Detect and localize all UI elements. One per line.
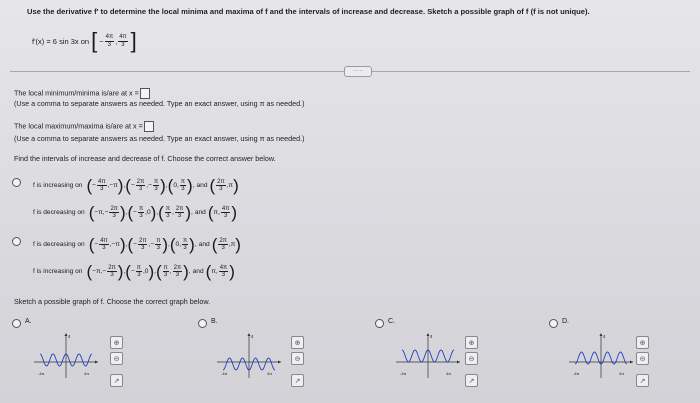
choice-1-line-2 [33, 204, 237, 221]
x-left-label: -4π [221, 371, 228, 376]
frac-den: 3 [141, 245, 145, 251]
frac-num: π [136, 264, 141, 271]
x-right-label: 4π [267, 371, 272, 376]
paren: ( [209, 176, 216, 195]
comma: , [194, 241, 197, 248]
choice-1-radio[interactable] [12, 178, 21, 187]
paren: ) [229, 262, 235, 281]
paren: ) [148, 262, 155, 281]
frac-num: π [156, 237, 161, 244]
comma: , [109, 241, 112, 248]
comma: , [146, 182, 149, 189]
frac-den: 3 [137, 272, 141, 278]
comma: , [218, 209, 220, 216]
paren: ( [205, 262, 212, 281]
x-left-label: -4π [400, 371, 407, 376]
graph-a-radio[interactable] [12, 319, 21, 328]
frac-den: 3 [138, 186, 143, 192]
paren: ( [167, 176, 174, 195]
function-definition [32, 30, 139, 52]
choice-1-line-2-label: f is decreasing on [33, 209, 85, 216]
comma: , [190, 209, 193, 216]
fraction [155, 238, 161, 252]
sign: − [102, 268, 107, 275]
popout-icon-a[interactable]: ↗ [110, 374, 123, 387]
x-right-label: 4π [619, 371, 624, 376]
value: 0 [144, 268, 149, 275]
comma: , [154, 268, 156, 275]
x-arrow [630, 361, 633, 364]
fraction [182, 238, 188, 252]
interval-right-fraction [118, 34, 127, 48]
interval-left-sign: − [99, 36, 104, 46]
graph-b[interactable] [215, 330, 283, 380]
x-arrow [95, 361, 98, 364]
fraction [219, 265, 228, 279]
value: −π [109, 182, 118, 189]
paren: ( [88, 203, 95, 222]
sign: − [104, 209, 109, 216]
frac-num: 4π [105, 34, 114, 41]
x-left-label: -4π [573, 371, 580, 376]
and-text: and [192, 268, 204, 275]
paren: ( [127, 235, 134, 254]
x-right-label: 4π [446, 371, 451, 376]
frac-den: 3 [221, 272, 226, 278]
fraction [180, 179, 186, 193]
paren: ( [158, 203, 164, 222]
comma: , [102, 209, 105, 216]
instructions: Use the derivative f' to determine the local minima and maxima of f and the intervals of increase and decrease. Sketch a possible graph of f (f is not unique). [27, 7, 590, 16]
comma: , [179, 241, 182, 248]
local-min-note: (Use a comma to separate answers as needed. Type an exact answer, using π as needed.) [14, 99, 305, 108]
frac-num: π [183, 237, 188, 244]
popout-icon-c[interactable]: ↗ [465, 374, 478, 387]
frac-den: 3 [223, 213, 228, 219]
comma: , [142, 268, 145, 275]
fraction [165, 206, 171, 220]
interval-comma: , [115, 36, 118, 46]
paren: ) [183, 262, 189, 281]
sign: − [133, 241, 137, 248]
comma: , [192, 182, 195, 189]
frac-den: 3 [110, 272, 114, 278]
local-max-label: The local maximum/maxima is/are at x = [14, 121, 143, 131]
choice-1-line-1-label: f is increasing on [33, 182, 83, 189]
frac-num: 4π [100, 237, 108, 244]
frac-num: π [165, 205, 170, 212]
zoom-in-icon-b[interactable]: ⊕ [291, 336, 304, 349]
graph-b-radio[interactable] [198, 319, 207, 328]
local-max-input[interactable] [144, 121, 154, 132]
frac-num: 2π [136, 178, 145, 185]
value: π [213, 209, 219, 216]
and-text: and [198, 241, 210, 248]
sign: − [130, 268, 135, 275]
y-axis-label: 4 [68, 334, 71, 339]
frac-num: 2π [175, 205, 184, 212]
frac-den: 3 [183, 245, 187, 251]
comma: , [107, 182, 110, 189]
value: π [230, 241, 236, 248]
comma: , [168, 241, 170, 248]
zoom-out-icon-a[interactable]: ⊖ [110, 352, 123, 365]
paren: ( [207, 203, 214, 222]
paren: ( [125, 262, 131, 281]
frac-num: π [180, 178, 185, 185]
frac-num: 2π [219, 237, 227, 244]
value: −π [111, 241, 120, 248]
frac-num: 2π [139, 237, 147, 244]
x-right-label: 4π [84, 371, 89, 376]
and-text: and [196, 182, 208, 189]
comma: , [125, 241, 128, 248]
paren: ( [86, 176, 93, 195]
x-arrow [278, 361, 281, 364]
graph-a-letter: A. [25, 318, 32, 325]
and-text: and [194, 209, 206, 216]
comma: , [169, 268, 172, 275]
value: 0 [146, 209, 151, 216]
frac-num: π [139, 205, 144, 212]
sign: − [150, 241, 155, 248]
comma: , [148, 241, 151, 248]
frac-den: 3 [112, 213, 116, 219]
frac-den: 3 [100, 186, 104, 192]
frac-num: 2π [217, 178, 225, 185]
comma: , [165, 182, 168, 189]
fraction [136, 265, 142, 279]
local-min-input[interactable] [140, 88, 150, 99]
y-axis-label: 4 [251, 334, 254, 339]
comma: , [215, 268, 218, 275]
paren: ) [233, 176, 239, 195]
paren: ) [189, 235, 195, 254]
popout-icon-d[interactable]: ↗ [636, 374, 649, 387]
paren: ) [162, 235, 168, 254]
comma: , [171, 209, 174, 216]
sign: − [148, 182, 152, 189]
frac-num: π [163, 264, 168, 271]
fraction [221, 206, 230, 220]
value: 0 [175, 241, 180, 248]
local-min-label: The local minimum/minima is/are at x = [14, 88, 139, 98]
sign: − [133, 209, 137, 216]
frac-den: 3 [154, 186, 158, 192]
choice-2-line-1 [33, 236, 241, 253]
paren: ( [86, 262, 93, 281]
zoom-out-icon-d[interactable]: ⊖ [636, 352, 649, 365]
paren: ) [150, 203, 157, 222]
paren: ( [125, 176, 131, 195]
frac-den: 3 [175, 272, 180, 278]
frac-den: 3 [181, 186, 185, 192]
value: −π [92, 268, 101, 275]
comma: , [188, 268, 191, 275]
fraction [107, 265, 116, 279]
fraction [153, 179, 159, 193]
paren: ) [160, 176, 166, 195]
zoom-in-icon-d[interactable]: ⊕ [636, 336, 649, 349]
fraction [97, 179, 106, 193]
value: −π [94, 209, 103, 216]
fraction [216, 179, 225, 193]
fraction [218, 238, 227, 252]
frac-den: 3 [177, 213, 182, 219]
comma: , [123, 268, 126, 275]
paren: ) [119, 203, 126, 222]
choice-2-line-1-label: f is decreasing on [33, 241, 85, 248]
zoom-in-icon-a[interactable]: ⊕ [110, 336, 123, 349]
fraction [138, 206, 144, 220]
frac-num: 2π [173, 264, 182, 271]
frac-num: 2π [108, 264, 116, 271]
local-min-prompt [14, 88, 150, 99]
graph-b-letter: B. [211, 318, 218, 325]
paren: ( [88, 235, 95, 254]
sign: − [130, 182, 135, 189]
local-max-note: (Use a comma to separate answers as needed. Type an exact answer, using π as needed.) [14, 134, 305, 143]
choice-2-radio[interactable] [12, 237, 21, 246]
sign: − [94, 241, 99, 248]
comma: , [100, 268, 103, 275]
frac-num: 4π [221, 205, 230, 212]
zoom-out-icon-b[interactable]: ⊖ [291, 352, 304, 365]
comma: , [123, 182, 126, 189]
graph-d[interactable] [567, 330, 635, 380]
comma: , [125, 209, 128, 216]
fraction [175, 206, 184, 220]
popout-icon-b[interactable]: ↗ [291, 374, 304, 387]
graph-a[interactable] [32, 330, 100, 380]
paren: ) [119, 235, 126, 254]
paren: ) [186, 176, 193, 195]
fraction [138, 238, 147, 252]
frac-num: 2π [110, 205, 118, 212]
value: 0 [173, 182, 177, 189]
y-axis-label: 4 [430, 334, 433, 339]
comma: , [156, 209, 159, 216]
frac-den: 3 [221, 245, 225, 251]
choice-2-line-2-label: f is increasing on [33, 268, 83, 275]
expand-handle[interactable]: ······ [344, 66, 372, 77]
zoom-in-icon-c[interactable]: ⊕ [465, 336, 478, 349]
graph-d-letter: D. [562, 318, 569, 325]
graph-c[interactable] [394, 330, 462, 380]
frac-den: 3 [107, 41, 112, 48]
interval-left-fraction [105, 34, 114, 48]
comma: , [145, 209, 147, 216]
fraction [173, 265, 182, 279]
fraction [163, 265, 169, 279]
frac-den: 3 [139, 213, 143, 219]
comma: , [176, 182, 179, 189]
frac-den: 3 [219, 186, 223, 192]
zoom-out-icon-c[interactable]: ⊖ [465, 352, 478, 365]
paren: ) [235, 235, 241, 254]
paren: ) [117, 262, 124, 281]
function-expr: f'(x) = 6 sin 3x on [32, 36, 90, 46]
fraction [109, 206, 118, 220]
paren: ( [169, 235, 176, 254]
frac-num: 4π [98, 178, 106, 185]
frac-num: π [153, 178, 159, 185]
paren: ( [211, 235, 218, 254]
choice-2-line-2 [33, 263, 235, 280]
intervals-prompt: Find the intervals of increase and decrease of f. Choose the correct answer below. [14, 154, 276, 163]
sign: − [92, 182, 97, 189]
paren: ) [117, 176, 124, 195]
frac-num: 4π [219, 264, 228, 271]
paren: ( [127, 203, 134, 222]
paren: ) [231, 203, 238, 222]
frac-den: 3 [156, 245, 160, 251]
paren: ) [185, 203, 191, 222]
frac-den: 3 [164, 272, 168, 278]
graph-c-radio[interactable] [375, 319, 384, 328]
graph-d-radio[interactable] [549, 319, 558, 328]
frac-den: 3 [102, 245, 106, 251]
comma: , [226, 182, 229, 189]
left-bracket: [ [91, 28, 98, 53]
x-arrow [457, 361, 460, 364]
local-max-prompt [14, 121, 154, 132]
comma: , [228, 241, 231, 248]
choice-1-line-1 [33, 177, 239, 194]
fraction [99, 238, 108, 252]
sketch-prompt: Sketch a possible graph of f. Choose the correct graph below. [14, 297, 211, 306]
graph-c-letter: C. [388, 318, 395, 325]
value: π [228, 182, 234, 189]
value: π [211, 268, 216, 275]
x-left-label: -4π [38, 371, 45, 376]
frac-den: 3 [121, 41, 125, 48]
paren: ( [155, 262, 162, 281]
frac-den: 3 [166, 213, 170, 219]
frac-num: 4π [119, 34, 127, 41]
y-axis-label: 4 [603, 334, 606, 339]
fraction [136, 179, 145, 193]
right-bracket: ] [130, 28, 137, 53]
